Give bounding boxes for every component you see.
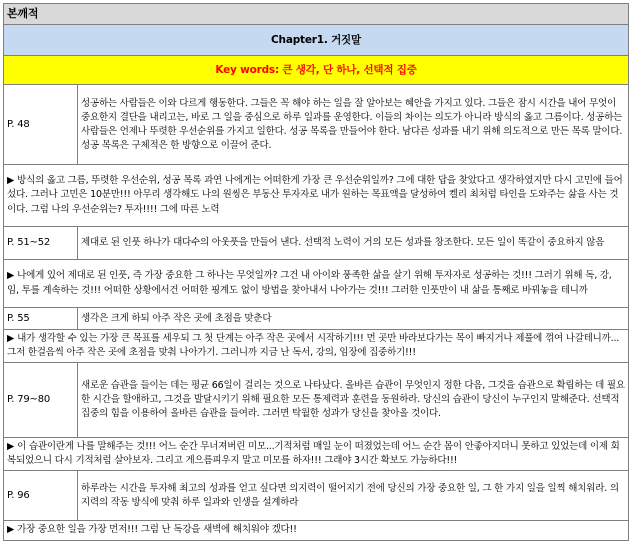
quote-text: 생각은 크게 하되 아주 작은 곳에 초점을 맞춘다	[78, 308, 629, 330]
reading-notes-sheet	[3, 3, 629, 541]
note-cell	[4, 438, 629, 471]
note-text: 나에게 있어 제대로 된 인풋, 즉 가장 중요한 그 하나는 무엇일까? 그건 내 아이와 풍족한 삶을 살기 위해 투자자로 성공하는 것!!! 그러기 위해 독, 강, 임, 투를 계속하는 것!!! 어떠한 상황에서건 어떠한 핑계도 없이 방법을 찾아내서 나아가는 것!!! 그러한 인풋만이 내 삶을 통째로 바꿔놓을 테니까	[7, 270, 612, 296]
quote-row	[4, 471, 629, 521]
page-number: P. 96	[4, 471, 78, 521]
note-text: 내가 생각할 수 있는 가장 큰 목표를 세우되 그 첫 단계는 아주 작은 곳에서 시작하기!!! 먼 곳만 바라보다가는 목이 빠지거나 제풀에 꺾여 나갈테니까...그저 한걸음씩 아주 작은 곳에 초점을 맞춰 나아가기. 그러니까 지금 난 독서, 강의, 임장에 집중하기!!!	[7, 332, 620, 358]
page-number: P. 79~80	[4, 363, 78, 438]
note-row	[4, 521, 629, 541]
quote-row	[4, 85, 629, 165]
quote-row	[4, 363, 629, 438]
note-row	[4, 330, 629, 363]
page-number: P. 51~52	[4, 227, 78, 260]
header-row	[4, 4, 629, 25]
note-row	[4, 438, 629, 471]
note-text: 이 습관이란게 나를 말해주는 것!!! 어느 순간 무너져버린 미모...기적처럼 매일 눈이 떠졌었는데 어느 순간 몸이 안좋아지더니 못하고 있었는데 이제 회복되었으니 다시 기적처럼 살아보자. 그리고 게으름피우지 말고 미모를 하자!!! 그래야 3시간 확보도 가능하다!!!	[7, 440, 620, 466]
quote-row	[4, 227, 629, 260]
arrow-bullet-icon: ▶	[7, 174, 15, 186]
arrow-bullet-icon: ▶	[7, 270, 15, 281]
chapter-row	[4, 25, 629, 56]
note-cell	[4, 165, 629, 227]
quote-text: 새로운 습관을 들이는 데는 평균 66일이 걸리는 것으로 나타났다. 올바른 습관이 무엇인지 정한 다음, 그것을 습관으로 확립하는 데 필요한 시간을 할애하고, 그것을 발달시키기 위해 필요한 모든 통제력과 훈련을 동원하라. 당신의 습관이 당신이 누구인지 말해준다. 선택적 집중의 힘을 이용하여 올바른 습관을 들여라. 그러면 탁월한 성과가 당신을 찾아올 것이다.	[78, 363, 629, 438]
keywords: Key words: 큰 생각, 단 하나, 선택적 집중	[4, 56, 629, 85]
quote-text: 제대로 된 인풋 하나가 대다수의 아웃풋을 만들어 낸다. 선택적 노력이 거의 모든 성과를 창조한다. 모든 일이 똑같이 중요하지 않음	[78, 227, 629, 260]
page-number: P. 55	[4, 308, 78, 330]
page-number: P. 48	[4, 85, 78, 165]
quote-text: 하루라는 시간을 투자해 최고의 성과를 얻고 싶다면 의지력이 떨어지기 전에 당신의 가장 중요한 일, 그 한 가지 일을 일찍 해치워라. 의지력의 작동 방식에 맞춰 하루 일과와 인생을 설계하라	[78, 471, 629, 521]
chapter-title: Chapter1. 거짓말	[4, 25, 629, 56]
quote-text: 성공하는 사람들은 이와 다르게 행동한다. 그들은 꼭 해야 하는 일을 잘 알아보는 혜안을 가지고 있다. 그들은 잠시 시간을 내어 무엇이 중요한지 결단을 내리고는, 바로 그 일을 중심으로 하루 일과를 운영한다. 이들의 차이는 의도가 아니라 방식의 옳고 그름이다. 성공하는 사람들은 언제나 뚜렷한 우선순위를 가지고 일한다. 성공 목록을 만들어야 한다. 남다른 성과를 내기 위해 의도적으로 만든 목록 말이다. 성공 목록은 구체적은 한 방향으로 이끌어 준다.	[78, 85, 629, 165]
keywords-row	[4, 56, 629, 85]
quote-row	[4, 308, 629, 330]
note-cell	[4, 521, 629, 541]
note-cell	[4, 260, 629, 308]
note-row	[4, 165, 629, 227]
note-text: 방식의 옳고 그름, 뚜렷한 우선순위, 성공 목록 과연 나에게는 어떠한게 가장 큰 우선순위일까? 그에 대한 답을 찾았다고 생각하였지만 다시 고민에 들어섰다. 그러나 고민은 10분만!!! 아무리 생각해도 나의 원씽은 부동산 투자자로 내가 원하는 목표액을 달성하여 켈리 최처럼 타인을 도와주는 삶을 사는 것이다. 그럼 나의 우선순위는? 투자!!!! 그에 따른 노력	[7, 174, 623, 215]
sheet-title: 본깨적	[4, 4, 629, 25]
arrow-bullet-icon: ▶	[7, 332, 15, 344]
arrow-bullet-icon: ▶	[7, 524, 15, 536]
arrow-bullet-icon: ▶	[7, 440, 15, 452]
notes-table	[3, 3, 629, 541]
note-text: 가장 중요한 일을 가장 먼저!!! 그럼 난 독강을 새벽에 해치워야 겠다!!	[17, 524, 297, 536]
note-row	[4, 260, 629, 308]
note-cell	[4, 330, 629, 363]
